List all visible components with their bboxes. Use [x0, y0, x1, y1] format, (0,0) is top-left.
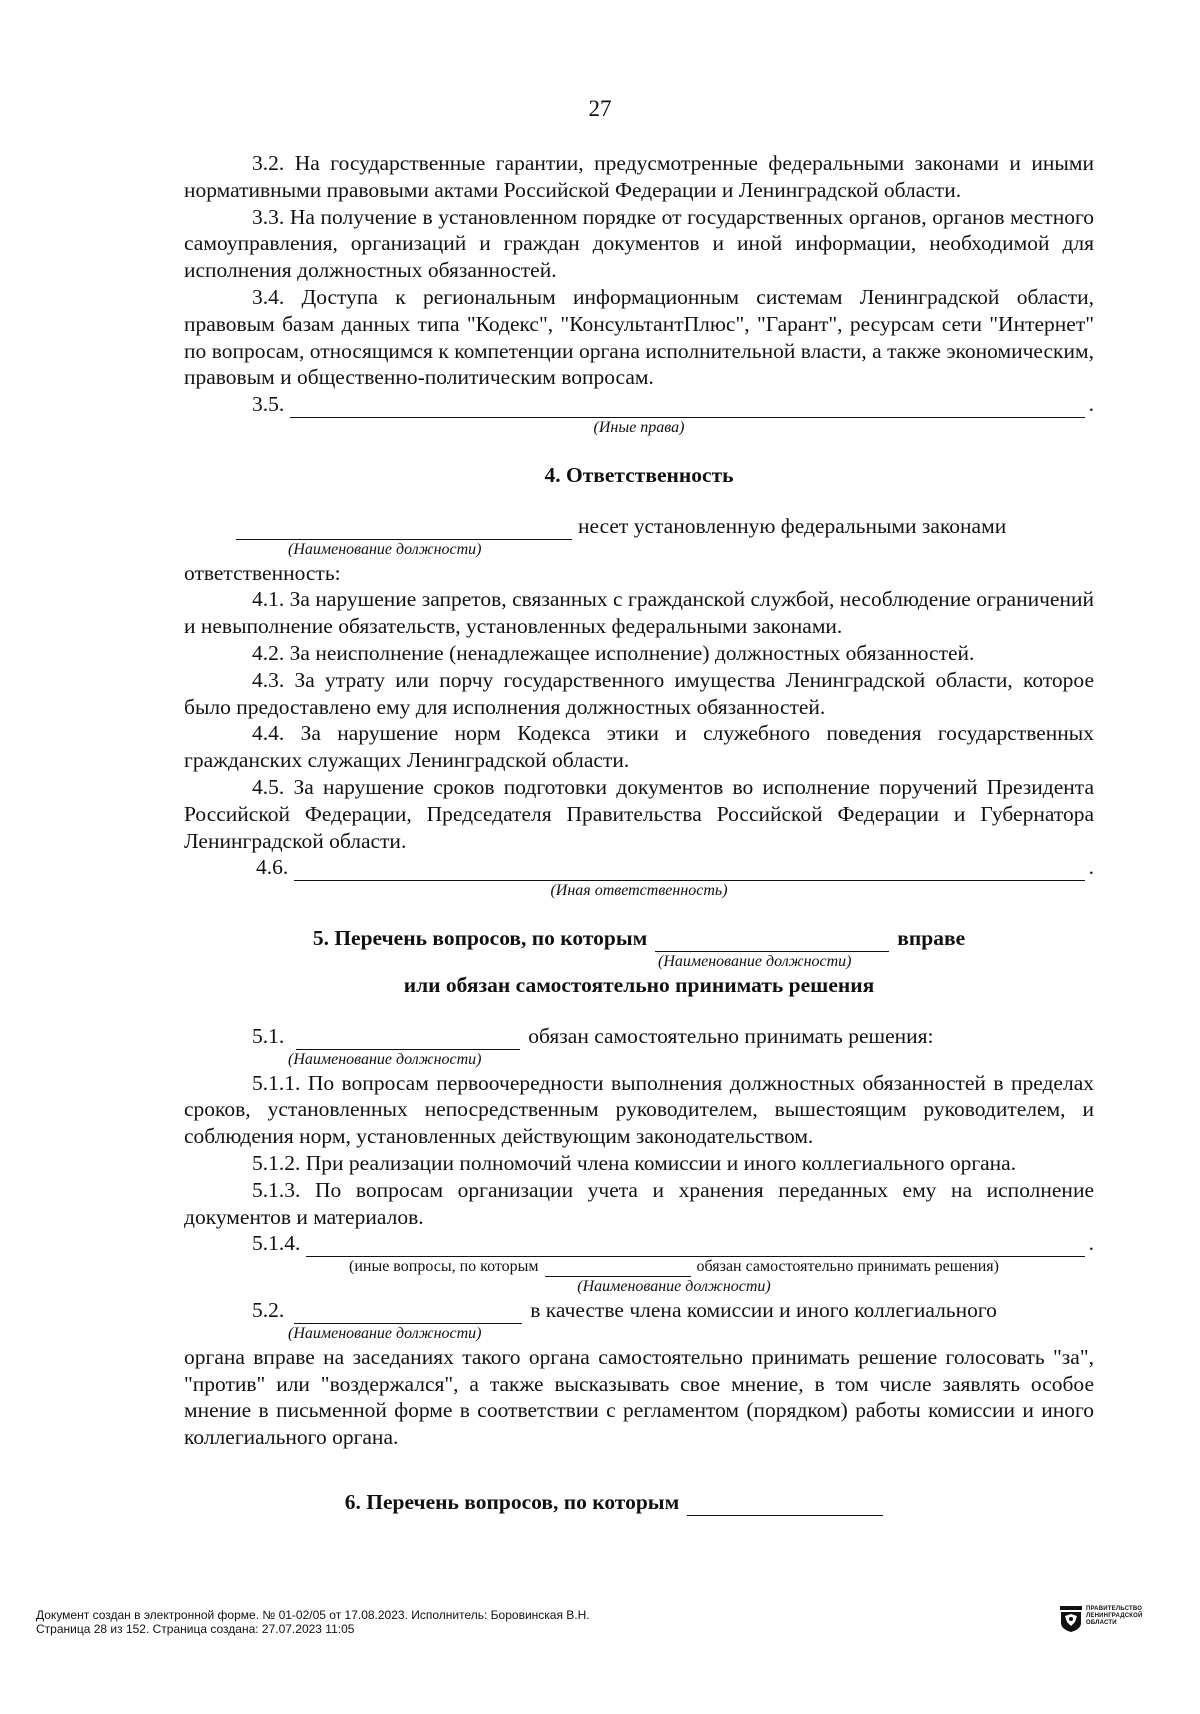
paragraph-4-4: 4.4. За нарушение норм Кодекса этики и служебного поведения государственных гражданских служащих Ленинградской области. — [184, 721, 1094, 773]
caption-position-name: (Наименование должности) — [288, 1050, 482, 1068]
caption-position-name: (Наименование должности) — [288, 1324, 482, 1342]
caption-other-responsibility: (Иная ответственность) — [550, 882, 728, 900]
paragraph-4-2: 4.2. За неисполнение (ненадлежащее исполнение) должностных обязанностей. — [252, 640, 975, 665]
paragraph-4-6 — [184, 854, 1094, 881]
blank-position-name — [655, 933, 889, 952]
period: . — [1088, 1231, 1094, 1256]
paragraph-5-1-1: 5.1.1. По вопросам первоочередности выполнения должностных обязанностей в пределах сроков, установленных непосредственным руководителем, вышестоящим руководителем, и соблюдения норм, установленных действующим законодательством. — [184, 1070, 1094, 1149]
paragraph-3-2: 3.2. На государственные гарантии, предусмотренные федеральными законами и иными нормативными правовыми актами Российской Федерации и Ленинградской области. — [184, 151, 1094, 202]
caption-position-name: (Наименование должности) — [577, 1278, 771, 1296]
period: . — [1088, 392, 1094, 417]
blank-line-3-5 — [290, 399, 1084, 418]
blank-position-name — [687, 1497, 883, 1516]
paragraph-5-1-3: 5.1.3. По вопросам организации учета и хранения переданных ему на исполнение документов и материалов. — [184, 1177, 1094, 1229]
caption-5-1-4-part-a: (иные вопросы, по которым — [349, 1258, 539, 1276]
paragraph-5-2-cont: органа вправе на заседаниях такого органа самостоятельно принимать решение голосовать "за", "против" или "воздержался", а также высказывать свое мнение, в том числе заявлять особое мнение в письменной форме в соответствии с регламентом (порядком) работы комиссии и иного коллегиального органа. — [184, 1344, 1094, 1450]
caption-position-name: (Наименование должности) — [288, 540, 482, 558]
blank-position-name — [236, 521, 572, 540]
caption-other-questions — [184, 1257, 1094, 1277]
electronic-document-footer — [36, 1608, 590, 1636]
caption-other-rights: (Иные права) — [593, 418, 685, 436]
responsibility-intro-cont: ответственность: — [184, 560, 341, 585]
item-number-5-1: 5.1. — [252, 1023, 285, 1048]
paragraph-3-3: 3.3. На получение в установленном порядке от государственных органов, органов местного самоуправления, организаций и граждан документов и иной информации, необходимой для исполнения должностных обязанностей. — [184, 204, 1094, 283]
paragraph-3-5 — [184, 391, 1094, 418]
document-body — [184, 150, 1094, 1516]
paragraph-4-3: 4.3. За утрату или порчу государственного имущества Ленинградской области, которое было предоставлено ему для исполнения должностных обязанностей. — [184, 667, 1094, 719]
page-number: 27 — [588, 96, 612, 121]
paragraph-4-1: 4.1. За нарушение запретов, связанных с гражданской службой, несоблюдение ограничений и невыполнение обязательств, установленных федеральными законами. — [184, 587, 1094, 639]
heading-6-text: 6. Перечень вопросов, по которым — [344, 1490, 680, 1515]
heading-5-part-a: 5. Перечень вопросов, по которым — [312, 926, 648, 951]
caption-position-name: (Наименование должности) — [658, 952, 852, 970]
blank-position-name — [545, 1262, 691, 1277]
paragraph-5-1-2: 5.1.2. При реализации полномочий члена комиссии и иного коллегиального органа. — [252, 1150, 1017, 1175]
blank-line-4-6 — [294, 862, 1084, 881]
paragraph-4-5: 4.5. За нарушение сроков подготовки документов во исполнение поручений Президента Российской Федерации, Председателя Правительства Российской Федерации и Губернатора Ленинградской области. — [184, 774, 1094, 853]
paragraph-5-2-text: в качестве члена комиссии и иного коллегиального — [530, 1298, 997, 1323]
logo-text — [1086, 1606, 1142, 1627]
heading-section-4: 4. Ответственность — [544, 462, 734, 487]
item-number-4-6: 4.6. — [256, 855, 289, 880]
footer-line-1: Документ создан в электронной форме. № 01-02/05 от 17.08.2023. Исполнитель: Боровинская В.Н. — [36, 1608, 590, 1622]
heading-section-6 — [184, 1489, 1094, 1516]
item-number-5-1-4: 5.1.4. — [252, 1231, 301, 1256]
period: . — [1088, 855, 1094, 880]
blank-position-name — [296, 1031, 520, 1050]
heading-5-part-b: вправе — [897, 926, 966, 951]
heading-5-part-c: или обязан самостоятельно принимать решения — [403, 972, 875, 997]
caption-5-1-4-part-b: обязан самостоятельно принимать решения) — [696, 1258, 999, 1276]
responsibility-intro — [184, 513, 1094, 540]
paragraph-5-1 — [184, 1023, 1094, 1050]
paragraph-5-1-4 — [184, 1230, 1094, 1257]
logo-text-line-3: ОБЛАСТИ — [1086, 1620, 1117, 1626]
item-number-3-5: 3.5. — [252, 392, 285, 417]
paragraph-5-2 — [184, 1297, 1094, 1324]
paragraph-5-1-text: обязан самостоятельно принимать решения: — [528, 1023, 934, 1048]
heading-section-5 — [184, 925, 1094, 952]
logo-text-line-2: ЛЕНИНГРАДСКОЙ — [1086, 1613, 1143, 1619]
coat-of-arms-icon — [1060, 1606, 1082, 1632]
footer-line-2: Страница 28 из 152. Страница создана: 27.07.2023 11:05 — [36, 1622, 355, 1636]
blank-line-5-1-4 — [306, 1238, 1084, 1257]
item-number-5-2: 5.2. — [252, 1298, 285, 1323]
paragraph-3-4: 3.4. Доступа к региональным информационным системам Ленинградской области, правовым базам данных типа "Кодекс", "КонсультантПлюс", "Гарант", ресурсам сети "Интернет" по вопросам, относящимся к компетенции органа исполнительной власти, а также экономическим, правовым и общественно-политическим вопросам. — [184, 284, 1094, 390]
government-logo — [1060, 1606, 1142, 1632]
responsibility-intro-text: несет установленную федеральными законами — [578, 513, 1007, 538]
blank-position-name — [294, 1305, 522, 1324]
logo-text-line-1: ПРАВИТЕЛЬСТВО — [1086, 1606, 1143, 1612]
